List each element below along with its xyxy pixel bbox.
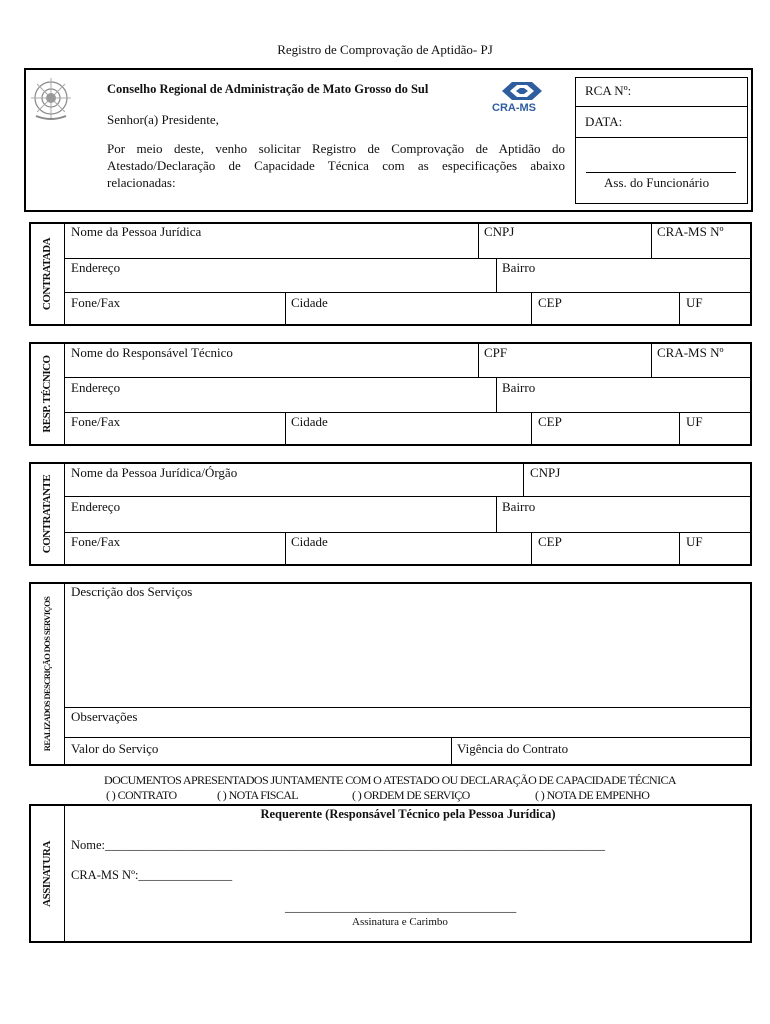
contratante-bairro: Bairro — [502, 499, 536, 514]
contratada-cra: CRA-MS Nº — [657, 224, 724, 239]
greeting: Senhor(a) Presidente, — [107, 112, 219, 127]
valor-servico: Valor do Serviço — [71, 741, 159, 756]
doc-nota-empenho-checkbox[interactable]: ( ) NOTA DE EMPENHO — [535, 788, 650, 802]
staff-signature-label: Ass. do Funcionário — [604, 175, 710, 190]
resp-cra: CRA-MS Nº — [657, 345, 724, 360]
rca-label: RCA Nº: — [585, 83, 632, 98]
resp-fone: Fone/Fax — [71, 414, 121, 429]
contratante-uf: UF — [686, 534, 703, 549]
contratada-endereco: Endereço — [71, 260, 121, 275]
contratada-uf: UF — [686, 295, 703, 310]
contratada-nome: Nome da Pessoa Jurídica — [71, 224, 202, 239]
contratada-cep: CEP — [538, 295, 562, 310]
requerente-heading: Requerente (Responsável Técnico pela Pessoa Jurídica) — [260, 807, 556, 821]
doc-nota-fiscal-checkbox[interactable]: ( ) NOTA FISCAL — [217, 788, 299, 802]
resp-cpf: CPF — [484, 345, 508, 360]
resp-bairro: Bairro — [502, 380, 536, 395]
signature-caption: Assinatura e Carimbo — [352, 916, 448, 928]
assinatura-nome-field[interactable]: Nome:________________________________________________________________________________ — [71, 838, 606, 852]
contratada-bairro: Bairro — [502, 260, 536, 275]
coat-of-arms-icon — [28, 76, 74, 122]
contratada-side-label: CONTRATADA — [41, 237, 53, 311]
cra-ms-logo-text: CRA-MS — [492, 102, 536, 114]
contratante-cidade: Cidade — [291, 534, 328, 549]
contratante-nome: Nome da Pessoa Jurídica/Órgão — [71, 465, 238, 480]
resp-endereco: Endereço — [71, 380, 121, 395]
resp-cidade: Cidade — [291, 414, 328, 429]
resp-cep: CEP — [538, 414, 562, 429]
contratante-cnpj: CNPJ — [530, 465, 561, 480]
contratante-side-label: CONTRATANTE — [41, 474, 53, 554]
assinatura-side-label: ASSINATURA — [41, 841, 53, 907]
doc-contrato-checkbox[interactable]: ( ) CONTRATO — [106, 788, 177, 802]
resp-uf: UF — [686, 414, 703, 429]
contratante-endereco: Endereço — [71, 499, 121, 514]
observacoes: Observações — [71, 709, 138, 724]
servicos-side-label: REALIZADOS DESCRIÇÃO DOS SERVIÇOS — [42, 596, 52, 752]
doc-ordem-servico-checkbox[interactable]: ( ) ORDEM DE SERVIÇO — [352, 788, 470, 802]
descricao-servicos: Descrição dos Serviços — [71, 584, 193, 599]
resp-nome: Nome do Responsável Técnico — [71, 345, 233, 360]
request-text: Por meio deste, venho solicitar Registro de Comprovação de Aptidão do Atestado/Declaração de Capacidade Técnica com as especificações abaixo relacionadas: — [107, 141, 565, 190]
signature-line[interactable]: _____________________________________ — [285, 900, 517, 914]
page-title: Registro de Comprovação de Aptidão- PJ — [277, 42, 493, 57]
contratante-cep: CEP — [538, 534, 562, 549]
resp-tecnico-side-label: RESP. TÉCNICO — [41, 355, 53, 433]
vigencia-contrato: Vigência do Contrato — [457, 741, 569, 756]
assinatura-cra-field[interactable]: CRA-MS Nº:_______________ — [71, 868, 233, 882]
contratada-cidade: Cidade — [291, 295, 328, 310]
contratada-fone: Fone/Fax — [71, 295, 121, 310]
council-name: Conselho Regional de Administração de Mato Grosso do Sul — [107, 82, 429, 96]
contratada-cnpj: CNPJ — [484, 224, 515, 239]
documentos-heading: DOCUMENTOS APRESENTADOS JUNTAMENTE COM O ATESTADO OU DECLARAÇÃO DE CAPACIDADE TÉCNICA — [104, 773, 676, 787]
servicos-section — [29, 582, 752, 766]
contratante-fone: Fone/Fax — [71, 534, 121, 549]
date-label: DATA: — [585, 114, 623, 129]
